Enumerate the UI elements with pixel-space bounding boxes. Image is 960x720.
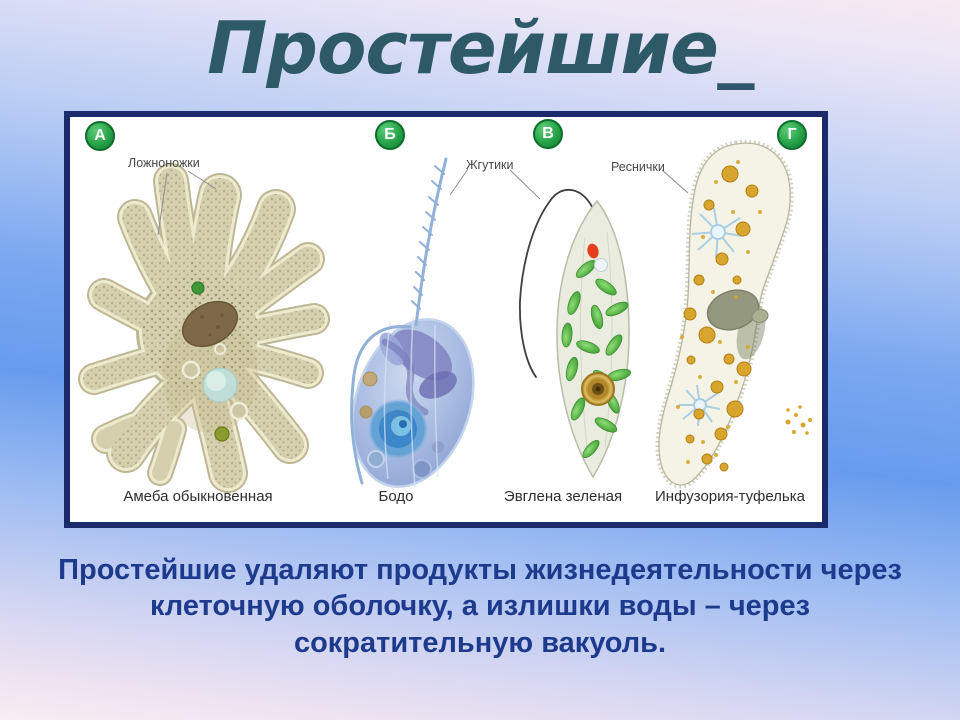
badge-b: Б [375,120,405,150]
paramecium-illustration [659,143,812,485]
bodo-nucleus [370,401,426,457]
euglena-nucleus [582,373,614,405]
badge-v: В [533,119,563,149]
bodo-illustration [332,159,494,502]
slide-title-text: Простейшие [207,6,718,90]
slide-title [0,6,960,90]
badge-a: А [85,121,115,151]
title-underscore: _ [717,6,753,90]
euglena-illustration [520,190,632,477]
label-flagella: Жгутики [466,158,514,172]
amoeba-contractile-vacuole [203,368,237,402]
caption-bodo: Бодо [378,488,414,505]
label-pseudopods: Ложноножки [128,156,200,170]
protozoa-figure-panel [64,111,828,528]
caption-paramecium: Инфузория-туфелька [655,488,805,505]
amoeba-illustration [94,181,314,473]
badge-g: Г [777,120,807,150]
caption-amoeba: Амеба обыкновенная [123,488,273,505]
caption-euglena: Эвглена зеленая [503,488,623,505]
protozoa-illustrations [70,117,822,522]
paramecium-expelled-particles [786,405,813,435]
slide-summary-text: Простейшие удаляют продукты жизнедеятельности через клеточную оболочку, а излишки воды – через сократительную вакуоль. [58,554,902,659]
label-cilia: Реснички [611,160,665,174]
